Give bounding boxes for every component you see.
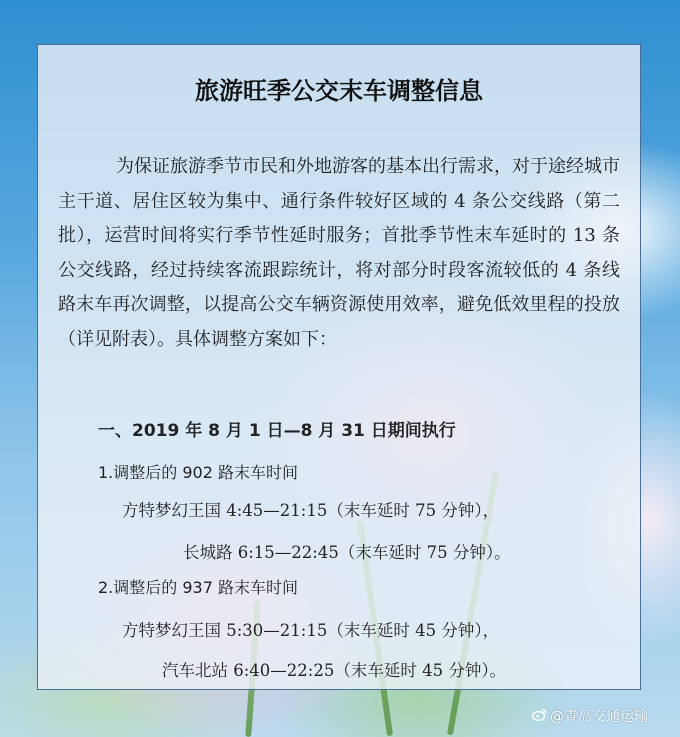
notice-panel — [37, 44, 641, 690]
weibo-watermark — [532, 706, 648, 726]
route-937-heading: 2.调整后的 937 路末车时间 — [98, 578, 298, 597]
notice-title: 旅游旺季公交末车调整信息 — [195, 77, 483, 105]
route-902-heading: 1.调整后的 902 路末车时间 — [98, 463, 298, 482]
route-902-stop-1: 方特梦幻王国 4:45—21:15（末车延时 75 分钟）， — [122, 501, 500, 520]
weibo-icon — [532, 708, 547, 725]
intro-text: 为保证旅游季节市民和外地游客的基本出行需求，对于途经城市主干道、居住区较为集中、通行条件较好区域的 4 条公交线路（第二批），运营时间将实行季节性延时服务；首批季节性末车延时的 13 条公交线路，经过持续客流跟踪统计，将对部分时段客流较低的 4 条线路末车再次调整，以提高公交车辆资源使用效率，避免低效里程的投放（详见附表）。具体调整方案如下： — [58, 156, 620, 350]
watermark-text: @青岛交通运输 — [550, 709, 648, 725]
route-937-stop-2: 汽车北站 6:40—22:25（末车延时 45 分钟）。 — [162, 661, 507, 680]
route-902-stop-2: 长城路 6:15—22:45（末车延时 75 分钟）。 — [183, 543, 511, 562]
intro-paragraph — [58, 150, 620, 357]
section-heading: 一、2019 年 8 月 1 日—8 月 31 日期间执行 — [98, 421, 456, 441]
route-937-stop-1: 方特梦幻王国 5:30—21:15（末车延时 45 分钟）， — [122, 621, 500, 640]
